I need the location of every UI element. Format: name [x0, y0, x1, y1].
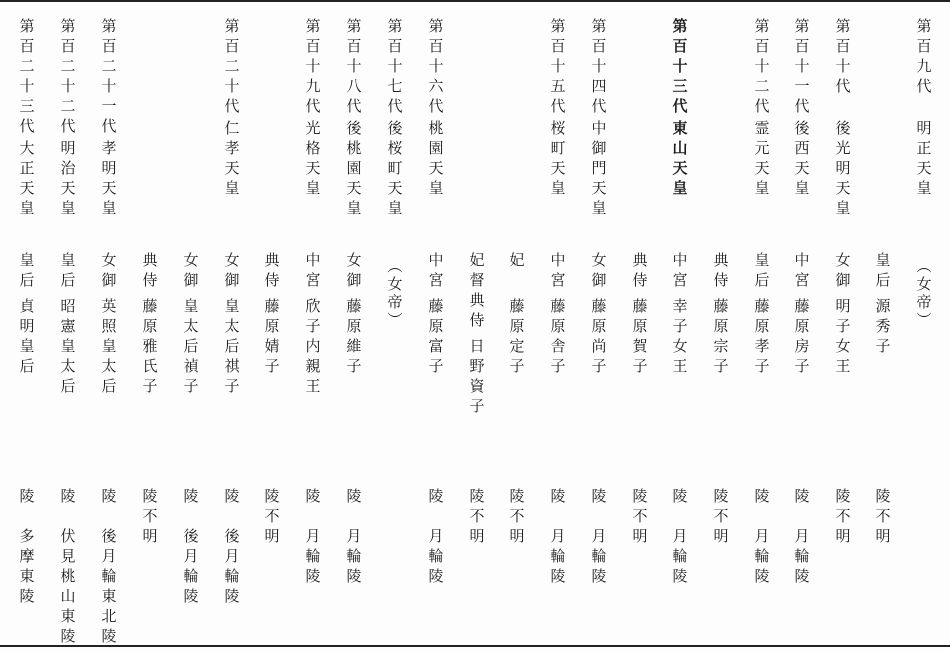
emperor-name: 仁孝天皇 — [222, 120, 241, 200]
consort-rank: 中宮 — [426, 252, 445, 292]
emperor-name: 東山天皇 — [670, 120, 689, 200]
tomb: 陵 後月輪東北陵 — [99, 488, 118, 648]
consort-name: 日野資子 — [467, 338, 486, 418]
consort-name: 貞明皇后 — [17, 298, 36, 378]
emperor-name: 明正天皇 — [914, 120, 933, 200]
reign-number: 第百二十代 — [222, 18, 241, 118]
emperor-name: 桜町天皇 — [548, 120, 567, 200]
reign-note: （女帝） — [914, 258, 933, 330]
tomb: 陵不明 — [630, 488, 649, 548]
reign-number: 第百十三代 — [670, 18, 689, 118]
consort-name: 藤原雅氏子 — [140, 298, 159, 398]
reign-number: 第百十七代 — [385, 18, 404, 118]
bottom-rule — [0, 645, 950, 647]
tomb: 陵不明 — [711, 488, 730, 548]
tomb: 陵 月輪陵 — [303, 488, 322, 588]
tomb: 陵 月輪陵 — [670, 488, 689, 588]
consort-rank: 女御 — [833, 252, 852, 292]
reign-number: 第百十一代 — [792, 18, 811, 118]
reign-number: 第百十八代 — [344, 18, 363, 118]
emperor-name: 後西天皇 — [792, 120, 811, 200]
consort-rank: 中宮 — [792, 252, 811, 292]
consort-name: 藤原賀子 — [630, 298, 649, 378]
consort-name: 明子女王 — [833, 298, 852, 378]
consort-name: 藤原房子 — [792, 298, 811, 378]
consort-name: 源秀子 — [873, 298, 892, 358]
tomb: 陵 月輪陵 — [752, 488, 771, 588]
reign-number: 第百十六代 — [426, 18, 445, 118]
consort-name: 幸子女王 — [670, 298, 689, 378]
tomb: 陵不明 — [873, 488, 892, 548]
emperor-name: 中御門天皇 — [589, 120, 608, 220]
consort-name: 欣子内親王 — [303, 298, 322, 398]
consort-rank: 女御 — [222, 252, 241, 292]
consort-name: 藤原定子 — [507, 298, 526, 378]
tomb: 陵不明 — [467, 488, 486, 548]
tomb: 陵 月輪陵 — [548, 488, 567, 588]
consort-rank: 中宮 — [548, 252, 567, 292]
reign-number: 第百十五代 — [548, 18, 567, 118]
consort-rank: 妃 — [507, 252, 526, 272]
reign-number: 第百十九代 — [303, 18, 322, 118]
emperor-name: 桃園天皇 — [426, 120, 445, 200]
tomb: 陵 後月輪陵 — [222, 488, 241, 608]
top-rule — [0, 0, 950, 2]
consort-rank: 中宮 — [303, 252, 322, 292]
consort-rank: 妃督典侍 — [467, 252, 486, 332]
emperor-name: 光格天皇 — [303, 120, 322, 200]
tomb: 陵 月輪陵 — [344, 488, 363, 588]
emperor-name: 後桜町天皇 — [385, 120, 404, 220]
reign-number: 第百九代 — [914, 18, 933, 98]
consort-name: 藤原孝子 — [752, 298, 771, 378]
consort-rank: 皇后 — [17, 252, 36, 292]
emperor-name: 後光明天皇 — [833, 120, 852, 220]
tomb: 陵 後月輪陵 — [181, 488, 200, 608]
consort-rank: 女御 — [99, 252, 118, 292]
reign-number: 第百二十三代 — [17, 18, 36, 138]
consort-rank: 皇后 — [873, 252, 892, 292]
consort-rank: 典侍 — [262, 252, 281, 292]
consort-rank: 女御 — [344, 252, 363, 292]
tomb: 陵不明 — [833, 488, 852, 548]
consort-rank: 典侍 — [711, 252, 730, 292]
consort-name: 昭憲皇太后 — [58, 298, 77, 398]
consort-name: 英照皇太后 — [99, 298, 118, 398]
tomb: 陵不明 — [507, 488, 526, 548]
emperor-name: 孝明天皇 — [99, 140, 118, 220]
reign-number: 第百十四代 — [589, 18, 608, 118]
consort-rank: 女御 — [181, 252, 200, 292]
reign-note: （女帝） — [385, 258, 404, 330]
consort-name: 皇太后祺子 — [222, 298, 241, 398]
consort-name: 藤原維子 — [344, 298, 363, 378]
consort-rank: 皇后 — [752, 252, 771, 292]
consort-rank: 中宮 — [670, 252, 689, 292]
consort-rank: 女御 — [589, 252, 608, 292]
consort-name: 藤原尚子 — [589, 298, 608, 378]
tomb: 陵 多摩東陵 — [17, 488, 36, 608]
consort-rank: 典侍 — [140, 252, 159, 292]
tomb: 陵不明 — [140, 488, 159, 548]
consort-name: 藤原婧子 — [262, 298, 281, 378]
tomb: 陵 月輪陵 — [589, 488, 608, 588]
reign-number: 第百十代 — [833, 18, 852, 98]
reign-number: 第百十二代 — [752, 18, 771, 118]
consort-name: 藤原舎子 — [548, 298, 567, 378]
consort-rank: 皇后 — [58, 252, 77, 292]
consort-name: 藤原宗子 — [711, 298, 730, 378]
consort-name: 皇太后禎子 — [181, 298, 200, 398]
tomb: 陵 伏見桃山東陵 — [58, 488, 77, 648]
reign-number: 第百二十一代 — [99, 18, 118, 138]
emperor-name: 明治天皇 — [58, 140, 77, 220]
consort-rank: 典侍 — [630, 252, 649, 292]
tomb: 陵 月輪陵 — [792, 488, 811, 588]
tomb: 陵不明 — [262, 488, 281, 548]
consort-name: 藤原富子 — [426, 298, 445, 378]
emperor-name: 後桃園天皇 — [344, 120, 363, 220]
emperor-name: 大正天皇 — [17, 140, 36, 220]
emperor-name: 霊元天皇 — [752, 120, 771, 200]
tomb: 陵 月輪陵 — [426, 488, 445, 588]
reign-number: 第百二十二代 — [58, 18, 77, 138]
